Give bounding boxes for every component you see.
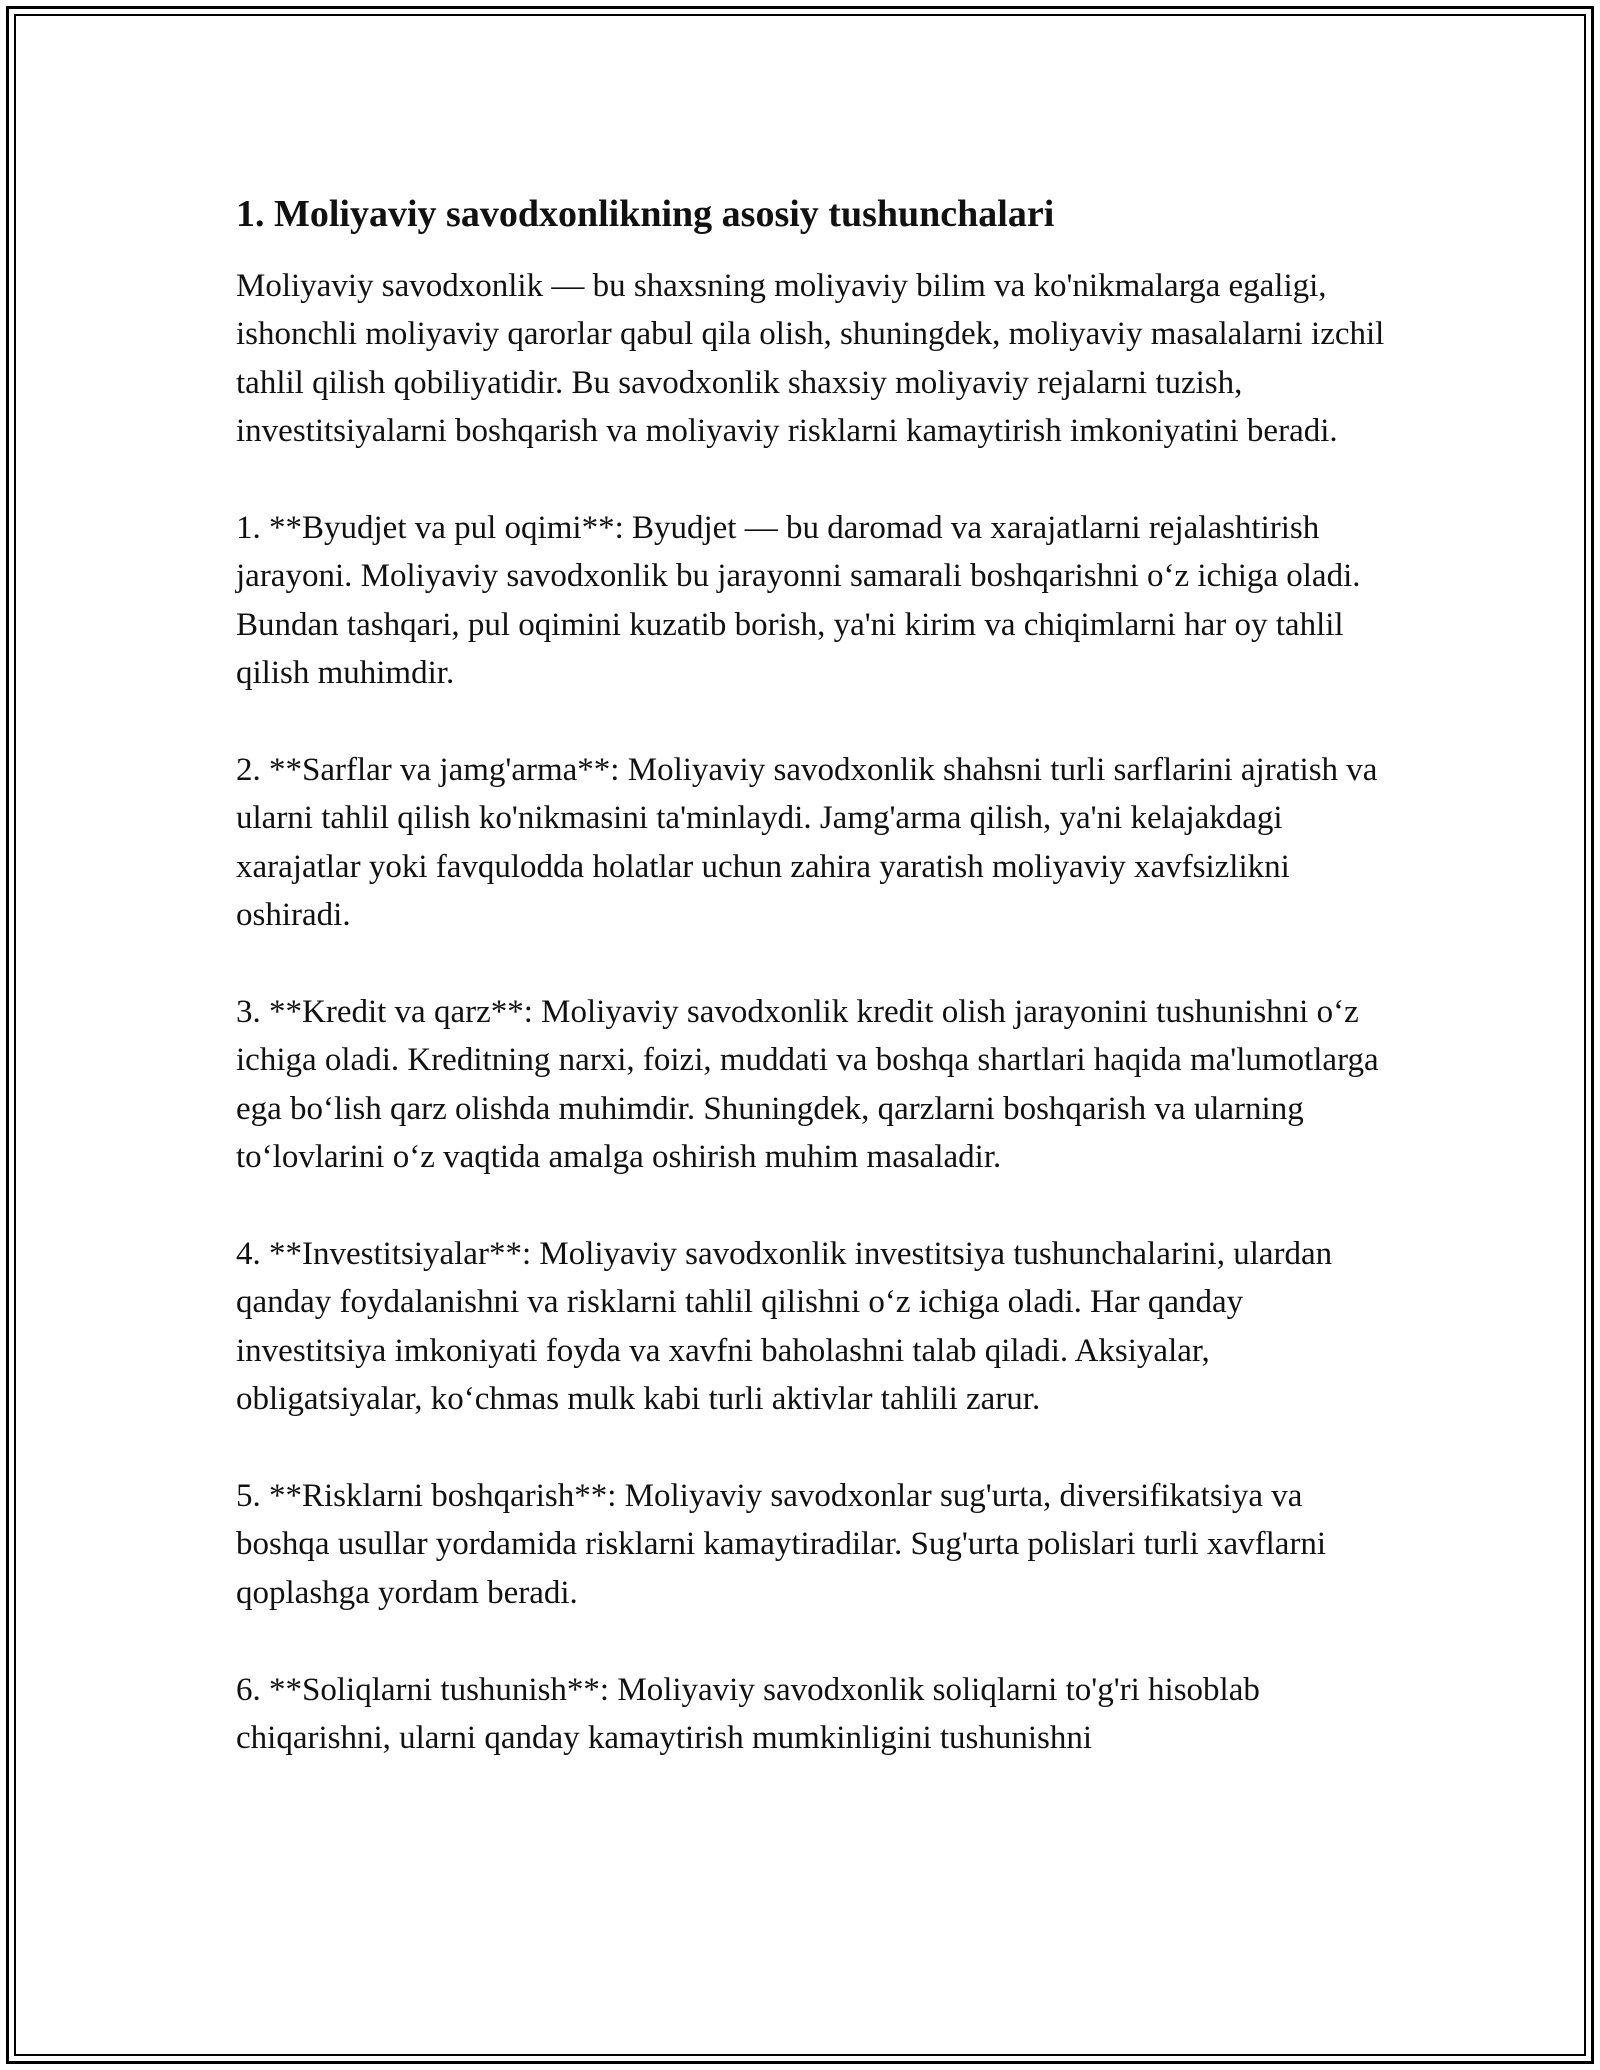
document-body (236, 186, 1386, 1811)
list-item-risk-management: 5. **Risklarni boshqarish**: Moliyaviy savodxonlar sug'urta, diversifikatsiya va boshqa usullar yordamida risklarni kamaytiradilar. Sug'urta polislari turli xavflarni qoplashga yordam beradi. (236, 1478, 1327, 1611)
list-item-taxes: 6. **Soliqlarni tushunish**: Moliyaviy savodxonlik soliqlarni to'g'ri hisoblab chiqarishni, ularni qanday kamaytirish mumkinligini tushunishni (236, 1671, 1260, 1757)
list-item-credit: 3. **Kredit va qarz**: Moliyaviy savodxonlik kredit olish jarayonini tushunishni oʻz ichiga oladi. Kreditning narxi, foizi, muddati va boshqa shartlari haqida ma'lumotlarga ega boʻlish qarz olishda muhimdir. Shuningdek, qarzlarni boshqarish va ularning toʻlovlarini oʻz vaqtida amalga oshirish muhim masaladir. (236, 994, 1379, 1176)
list-item-savings: 2. **Sarflar va jamg'arma**: Moliyaviy savodxonlik shahsni turli sarflarini ajratish va ularni tahlil qilish ko'nikmasini ta'minlaydi. Jamg'arma qilish, ya'ni kelajakdagi xarajatlar yoki favqulodda holatlar uchun zahira yaratish moliyaviy xavfsizlikni oshiradi. (236, 752, 1378, 934)
list-item-investments: 4. **Investitsiyalar**: Moliyaviy savodxonlik investitsiya tushunchalarini, ulardan qanday foydalanishni va risklarni tahlil qilishni oʻz ichiga oladi. Har qanday investitsiya imkoniyati foyda va xavfni baholashni talab qiladi. Aksiyalar, obligatsiyalar, koʻchmas mulk kabi turli aktivlar tahlili zarur. (236, 1236, 1333, 1418)
intro-paragraph: Moliyaviy savodxonlik — bu shaxsning moliyaviy bilim va ko'nikmalarga egaligi, ishonchli moliyaviy qarorlar qabul qila olish, shuningdek, moliyaviy masalalarni izchil tahlil qilish qobiliyatidir. Bu savodxonlik shaxsiy moliyaviy rejalarni tuzish, investitsiyalarni boshqarish va moliyaviy risklarni kamaytirish imkoniyatini beradi. (236, 268, 1385, 450)
section-heading: 1. Moliyaviy savodxonlikning asosiy tushunchalari (236, 193, 1055, 235)
list-item-budget: 1. **Byudjet va pul oqimi**: Byudjet — bu daromad va xarajatlarni rejalashtirish jarayoni. Moliyaviy savodxonlik bu jarayonni samarali boshqarishni oʻz ichiga oladi. Bundan tashqari, pul oqimini kuzatib borish, ya'ni kirim va chiqimlarni har oy tahlil qilish muhimdir. (236, 510, 1361, 692)
